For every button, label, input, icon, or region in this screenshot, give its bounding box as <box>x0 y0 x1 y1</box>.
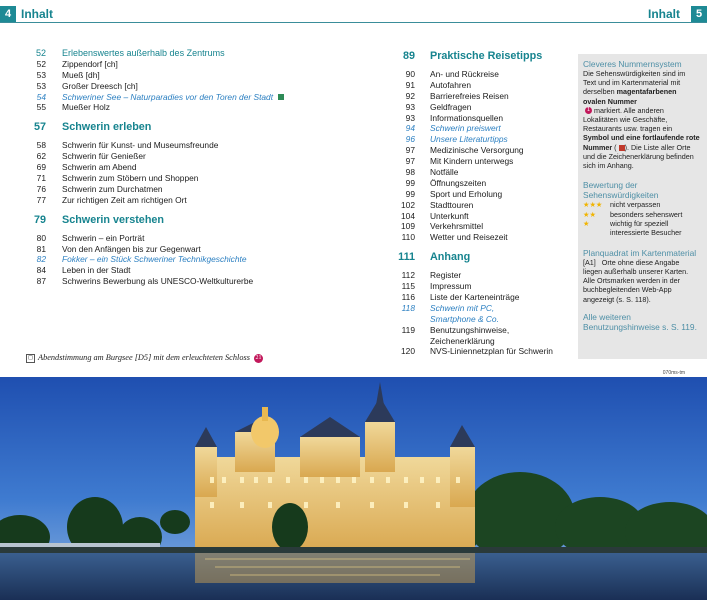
toc-entry[interactable] <box>0 80 570 91</box>
toc-entry[interactable] <box>0 113 570 124</box>
toc-page-number: 58 <box>36 140 46 151</box>
toc-entry-title: Mueßer Holz <box>62 102 110 113</box>
photo-credit: 070ms-tm <box>662 370 685 376</box>
sidebar-title-more-hints: Alle weiteren Benutzungshinweise s. S. 119. <box>583 311 697 332</box>
toc-entry-title: Schwerin mit PC, <box>430 302 495 313</box>
toc-page-number: 111 <box>398 251 415 264</box>
sidebar-title-grid: Planquadrat im Kartenmaterial <box>583 247 697 258</box>
toc-entry-title: Schwerin verstehen <box>62 213 165 226</box>
sidebar-text-bold: Symbol und eine fortlaufende rote Nummer <box>583 133 700 152</box>
rating-label: nicht verpassen <box>610 200 661 210</box>
toc-page-number: 69 <box>36 162 46 173</box>
toc-entry[interactable] <box>0 145 570 156</box>
right-page-number: 5 <box>691 6 707 23</box>
toc-entry-title: Wetter und Reisezeit <box>430 232 508 243</box>
toc-page-number: 97 <box>405 156 415 167</box>
sidebar-text: markiert. Alle anderen Lokalitäten wie Geschäfte, Restaurants usw. tragen ein <box>583 105 673 134</box>
toc-page-number: 112 <box>401 270 415 281</box>
toc-entry[interactable] <box>0 123 570 134</box>
sidebar-text: ). Die Liste aller Orte und die Zeichenerklärung befinden sich im Anhang. <box>583 142 694 171</box>
toc-entry-title: Mueß [dh] <box>62 69 100 80</box>
toc-entry-title: Stadttouren <box>430 199 474 210</box>
toc-page-number: 94 <box>405 123 415 134</box>
toc-entry-title: An- und Rückreise <box>430 69 499 79</box>
toc-entry-title: Sport und Erholung <box>430 188 503 199</box>
toc-entry-title: Liste der Karteneinträge <box>430 292 520 303</box>
star-icon: ★ <box>583 219 590 229</box>
star-icon: ★★ <box>583 209 596 219</box>
toc-page-number: 120 <box>401 346 415 357</box>
sidebar-title-number-system: Cleveres Nummernsystem <box>583 59 682 69</box>
toc-page-number: 53 <box>36 80 46 91</box>
toc-entry[interactable] <box>0 167 570 178</box>
toc-entry-title: Impressum <box>430 281 472 292</box>
toc-entry[interactable] <box>0 232 570 243</box>
toc-page-number: 77 <box>36 194 46 205</box>
castle-photo <box>0 377 707 600</box>
rating-label: besonders sehenswert <box>610 209 683 219</box>
toc-entry-title: Von den Anfängen bis zur Gegenwart <box>62 243 201 254</box>
red-number-icon <box>619 145 625 151</box>
toc-entry-title: Schwerin für Genießer <box>62 151 146 162</box>
sidebar-text: ( <box>612 142 617 152</box>
toc-entry[interactable] <box>0 211 570 222</box>
toc-page-number: 62 <box>36 151 46 162</box>
toc-page-number: 109 <box>401 221 415 232</box>
toc-entry[interactable] <box>0 270 570 281</box>
photo-caption <box>26 353 263 363</box>
toc-page-number: 52 <box>35 48 46 58</box>
rating-row <box>583 210 700 219</box>
sidebar-text: Orte ohne diese Angabe liegen außerhalb unserer Karten. Alle Ortsmarken werden in der buchbegleitenden Web-App angezeigt (s. S. 118). <box>583 257 689 304</box>
caption-icon: ◻ <box>26 354 35 363</box>
toc-entry-title: Register <box>430 270 462 281</box>
toc-section-heading[interactable] <box>0 250 570 264</box>
toc-section-heading[interactable] <box>0 49 570 63</box>
magenta-marker-icon: 1 <box>586 107 591 114</box>
toc-page-number: 89 <box>402 50 415 62</box>
toc-page-number: 119 <box>401 324 415 335</box>
toc-page-number: 98 <box>405 167 415 178</box>
sidebar-text-bold: magentafarbenen ovalen Nummer <box>583 87 677 106</box>
rating-row <box>583 219 700 228</box>
toc-entry-title: Schwerin am Abend <box>62 162 137 173</box>
toc-entry-title: Unterkunft <box>430 210 469 221</box>
left-page-title: Inhalt <box>21 7 53 21</box>
toc-page-number: 76 <box>36 183 46 194</box>
toc-entry-title: Schweriner See – Naturparadies vor den Toren der Stadt <box>62 91 274 102</box>
toc-entry[interactable] <box>0 102 570 113</box>
toc-page-number: 93 <box>405 112 415 123</box>
toc-page-number: 91 <box>405 79 415 90</box>
toc-entry[interactable] <box>0 200 570 211</box>
star-icon: ★★★ <box>583 200 603 210</box>
toc-page-number: 54 <box>36 91 46 102</box>
toc-entry-title: Zippendorf [ch] <box>62 58 118 69</box>
toc-page-number: 71 <box>36 173 46 184</box>
toc-entry[interactable] <box>0 303 570 314</box>
toc-page-number: 104 <box>401 210 415 221</box>
toc-entry-title: Schwerin zum Stöbern und Shoppen <box>62 173 199 184</box>
toc-entry-title: Leben in der Stadt <box>62 265 131 276</box>
toc-page-number: 53 <box>36 69 46 80</box>
toc-entry-title: Schwerin erleben <box>62 121 152 134</box>
toc-entry[interactable] <box>0 156 570 167</box>
toc-entry[interactable] <box>0 134 570 145</box>
toc-entry[interactable] <box>0 221 570 232</box>
info-sidebar <box>578 54 707 359</box>
sidebar-text: Die Sehenswürdigkeiten sind im Text und im Kartenmaterial mit derselben <box>583 69 686 97</box>
toc-page-number: 115 <box>401 281 415 292</box>
toc-entry[interactable] <box>0 189 570 200</box>
toc-page-number: 99 <box>405 188 415 199</box>
caption-marker: 21 <box>255 354 262 361</box>
toc-page-number: 118 <box>401 302 415 313</box>
toc-page-number: 87 <box>36 276 46 287</box>
sidebar-paragraph-grid <box>583 258 700 304</box>
toc-page-number: 110 <box>401 232 415 243</box>
toc-entry[interactable] <box>0 281 570 292</box>
rating-row <box>583 228 700 237</box>
caption-text: Abendstimmung am Burgsee [D5] mit dem erleuchteten Schloss <box>38 353 250 362</box>
toc-entry-title: Fokker – ein Stück Schweriner Technikgeschichte <box>62 254 247 265</box>
toc-entry-title: Medizinische Versorgung <box>430 145 524 156</box>
toc-right-column <box>0 49 570 357</box>
toc-entry-title: Schwerin zum Durchatmen <box>62 183 163 194</box>
rating-label: wichtig für speziell <box>610 219 669 229</box>
toc-entry-title: Öffnungszeiten <box>430 177 487 188</box>
toc-entry-title: Erlebenswertes außerhalb des Zentrums <box>62 48 225 58</box>
rating-label: interessierte Besucher <box>610 228 682 238</box>
toc-entry[interactable] <box>0 325 570 336</box>
toc-entry[interactable] <box>0 91 570 102</box>
toc-page-number: 81 <box>36 243 46 254</box>
toc-entry-title: Geldfragen <box>430 101 472 112</box>
toc-entry-title: Benutzungshinweise, <box>430 324 510 335</box>
toc-page-number: 55 <box>36 102 46 113</box>
toc-entry-title: Schwerin – ein Porträt <box>62 232 145 243</box>
toc-page-number: 96 <box>405 134 415 145</box>
toc-entry-title: Schwerin für Kunst- und Museumsfreunde <box>62 140 219 151</box>
toc-page-number: 102 <box>401 199 415 210</box>
toc-entry-title: Mit Kindern unterwegs <box>430 156 514 167</box>
toc-entry-title: Verkehrsmittel <box>430 221 484 232</box>
toc-entry-title: Unsere Literaturtipps <box>430 134 508 145</box>
toc-entry-title: Notfälle <box>430 167 459 178</box>
toc-entry-title: Zur richtigen Zeit am richtigen Ort <box>62 194 187 205</box>
toc-entry[interactable] <box>0 314 570 325</box>
toc-entry-title: Schwerins Bewerbung als UNESCO-Weltkulturerbe <box>62 276 254 287</box>
toc-entry-title: Schwerin preiswert <box>430 123 501 134</box>
toc-entry-title: NVS-Liniennetzplan für Schwerin <box>430 346 553 357</box>
toc-entry-title: Smartphone & Co. <box>430 313 499 324</box>
header-rule <box>0 22 707 23</box>
toc-entry[interactable] <box>0 292 570 303</box>
toc-entry-title: Autofahren <box>430 79 471 90</box>
toc-page-number: 79 <box>33 213 46 226</box>
right-page-title: Inhalt <box>648 7 680 21</box>
toc-entry[interactable] <box>0 178 570 189</box>
toc-entry-title: Zeichenerklärung <box>430 335 495 346</box>
sidebar-title-rating: Bewertung der Sehenswürdigkeiten <box>583 180 659 201</box>
toc-entry[interactable] <box>0 336 570 347</box>
rating-row <box>583 200 700 209</box>
grid-example: [A1] <box>583 257 596 267</box>
toc-page-number: 99 <box>405 177 415 188</box>
toc-entry-title: Barrierefreies Reisen <box>430 90 509 101</box>
toc-page-number: 93 <box>405 101 415 112</box>
toc-page-number: 116 <box>401 292 415 303</box>
toc-page-number: 57 <box>33 121 46 134</box>
left-page-number: 4 <box>0 6 16 23</box>
toc-page-number: 90 <box>405 69 415 79</box>
toc-page-number: 82 <box>36 254 46 265</box>
sidebar-paragraph-number-system <box>583 69 700 170</box>
toc-page-number: 97 <box>405 145 415 156</box>
toc-page-number: 84 <box>36 265 46 276</box>
toc-page-number: 92 <box>405 90 415 101</box>
toc-entry-title: Praktische Reisetipps <box>430 50 543 62</box>
toc-entry-title: Informationsquellen <box>430 112 504 123</box>
toc-page-number: 52 <box>36 58 46 69</box>
toc-entry-title: Anhang <box>430 251 471 264</box>
rating-legend <box>583 200 700 238</box>
toc-entry[interactable] <box>0 69 570 80</box>
toc-page-number: 80 <box>36 232 46 243</box>
toc-entry-title: Großer Dreesch [ch] <box>62 80 138 91</box>
